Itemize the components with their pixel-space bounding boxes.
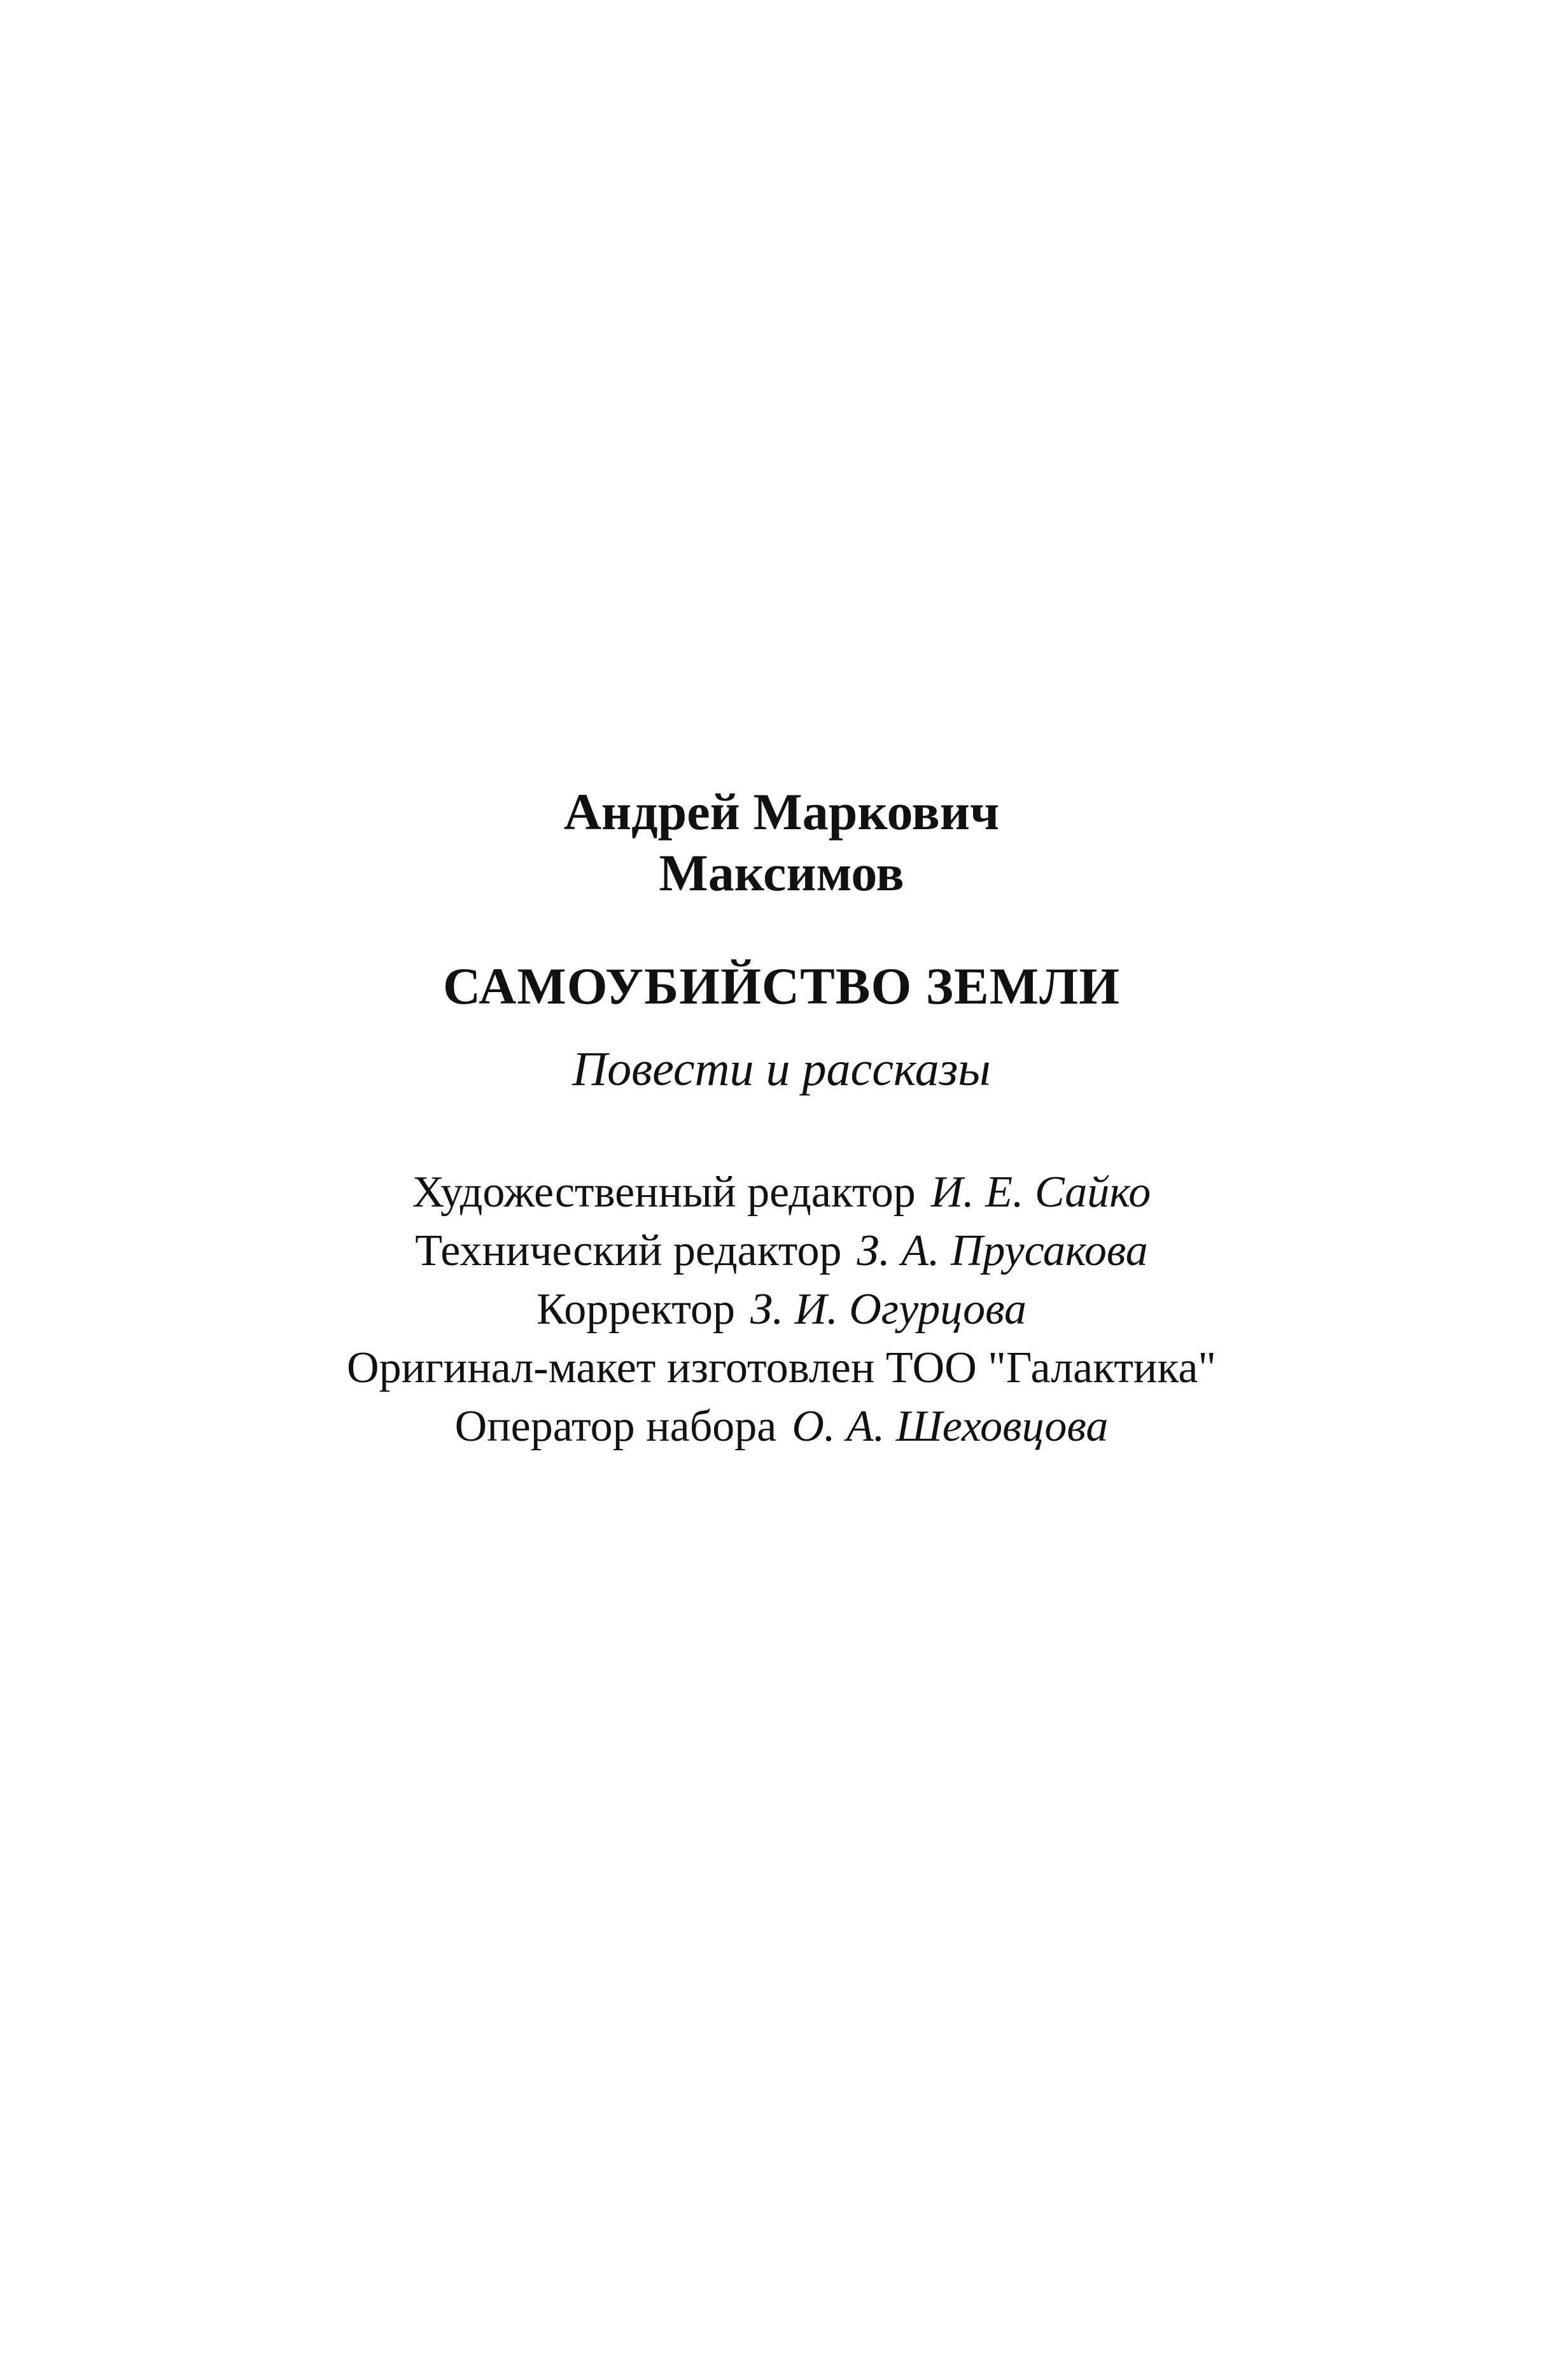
credit-role: Оригинал-макет изготовлен ТОО "Галактика" <box>347 1343 1216 1392</box>
author-block <box>0 781 1563 904</box>
credit-technical-editor <box>0 1222 1563 1280</box>
credit-typesetter <box>0 1397 1563 1456</box>
credit-layout <box>0 1339 1563 1397</box>
credit-role: Технический редактор <box>415 1226 842 1275</box>
credit-name: О. А. Шеховцова <box>792 1402 1109 1451</box>
book-title: САМОУБИЙСТВО ЗЕМЛИ <box>442 957 1121 1015</box>
author-first-names: Андрей Маркович <box>563 783 1000 841</box>
book-subtitle: Повести и рассказы <box>572 1042 991 1096</box>
credit-proofreader <box>0 1280 1563 1339</box>
credits-block <box>0 1163 1563 1456</box>
credit-name: З. И. Огурцова <box>750 1285 1027 1334</box>
credit-name: З. А. Прусакова <box>857 1226 1148 1275</box>
author-surname: Максимов <box>659 844 904 902</box>
credit-role: Корректор <box>536 1285 736 1334</box>
credit-role: Оператор набора <box>454 1402 777 1451</box>
credit-art-editor <box>0 1163 1563 1222</box>
credit-role: Художественный редактор <box>412 1168 916 1217</box>
credit-name: И. Е. Сайко <box>930 1168 1151 1217</box>
